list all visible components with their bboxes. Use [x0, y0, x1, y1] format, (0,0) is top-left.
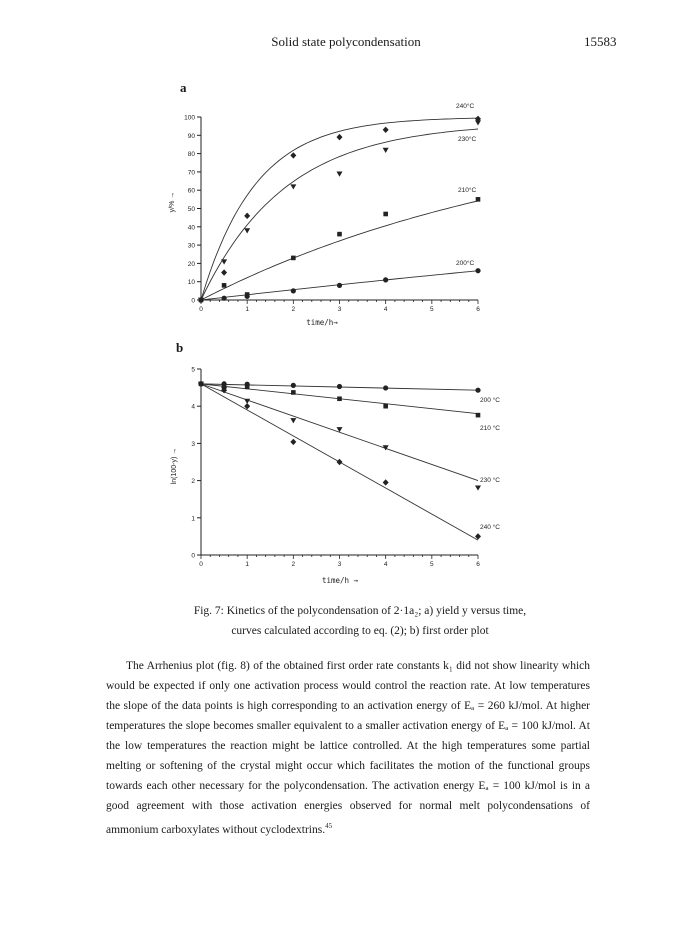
series-b-3 — [198, 382, 500, 491]
data-point — [337, 459, 343, 465]
page-number: 15583 — [584, 34, 617, 49]
x-tick-label-b: 0 — [199, 561, 203, 568]
data-point — [476, 197, 481, 202]
data-point — [291, 288, 296, 293]
x-tick-label-b: 3 — [337, 561, 342, 568]
data-point — [337, 283, 342, 288]
x-tick-label-a: 3 — [337, 306, 342, 313]
data-point — [383, 212, 388, 217]
y-tick-label-b: 0 — [191, 552, 195, 560]
series-a-1 — [198, 102, 481, 303]
y-tick-label-a: 90 — [187, 132, 195, 140]
data-point — [244, 213, 250, 219]
data-point — [291, 383, 296, 388]
data-point — [337, 172, 343, 177]
y-tick-label-a: 60 — [187, 187, 195, 195]
x-tick-label-a: 1 — [245, 306, 249, 313]
x-tick-label-a: 4 — [383, 306, 388, 313]
body-paragraph — [106, 656, 590, 840]
y-tick-label-a: 0 — [191, 297, 195, 305]
series-b-4 — [198, 381, 500, 540]
data-point — [337, 396, 342, 401]
panel-b-label: b — [176, 340, 184, 355]
y-tick-label-a: 100 — [184, 114, 195, 122]
x-tick-label-b: 6 — [476, 561, 480, 568]
data-point — [475, 388, 480, 393]
panel-a-label: a — [180, 80, 187, 95]
data-point — [337, 384, 342, 389]
y-tick-label-b: 4 — [191, 403, 195, 411]
y-tick-label-b: 1 — [191, 515, 195, 523]
x-tick-label-a: 6 — [476, 306, 480, 313]
data-point — [475, 485, 481, 490]
data-point — [290, 184, 296, 189]
data-point — [383, 404, 388, 409]
data-point — [290, 418, 296, 423]
series-label: 200°C — [456, 260, 475, 267]
series-b-2 — [199, 382, 501, 432]
y-tick-label-b: 5 — [191, 366, 195, 374]
data-point — [244, 228, 250, 233]
x-tick-label-b: 1 — [245, 561, 249, 568]
series-b-1 — [198, 381, 500, 404]
data-point — [383, 277, 388, 282]
data-point — [383, 385, 388, 390]
y-tick-label-a: 70 — [187, 169, 195, 177]
running-title: Solid state polycondensation — [271, 34, 421, 49]
y-axis-label-a: y/% → — [169, 191, 176, 213]
chart-a — [150, 95, 530, 335]
citation-ref: 45 — [325, 822, 333, 830]
x-tick-label-b: 2 — [291, 561, 296, 568]
data-point — [198, 297, 203, 302]
data-point — [337, 134, 343, 140]
series-a-2 — [198, 120, 481, 303]
series-label: 230 °C — [480, 477, 500, 484]
y-tick-label-b: 3 — [191, 440, 195, 448]
y-tick-label-b: 2 — [191, 478, 195, 486]
data-point — [383, 479, 389, 485]
y-tick-label-a: 20 — [187, 260, 195, 268]
fit-curve — [201, 118, 478, 300]
data-point — [245, 385, 250, 390]
figure-caption — [150, 601, 570, 641]
data-point — [290, 152, 296, 158]
series-label: 240 °C — [480, 524, 500, 531]
data-point — [221, 269, 227, 275]
y-tick-label-a: 30 — [187, 242, 195, 250]
series-label: 200 °C — [480, 397, 500, 404]
y-tick-label-a: 80 — [187, 151, 195, 159]
y-axis-label-b: ln(100-y) → — [171, 447, 178, 485]
data-point — [383, 148, 389, 153]
x-tick-label-a: 0 — [199, 306, 203, 313]
data-point — [222, 283, 227, 288]
data-point — [290, 439, 296, 445]
x-tick-label-b: 5 — [430, 561, 434, 568]
data-point — [475, 120, 481, 125]
y-tick-label-a: 10 — [187, 279, 195, 287]
data-point — [383, 127, 389, 133]
data-point — [476, 413, 481, 418]
data-point — [221, 259, 227, 264]
x-axis-label-b: time/h → — [321, 576, 359, 585]
chart-b — [150, 358, 530, 590]
body-text — [106, 656, 590, 840]
paragraph-text: The Arrhenius plot (fig. 8) of the obtained first order rate constants k₁ did not show linearity which would be expected if only one activation process would control the reaction rate. At low temperatures the slope of the data points is high corresponding to an activation energy of Eₐ = 260 kJ/mol. At higher temperatures the slope becomes smaller equivalent to a smaller activation energy of Eₐ = 100 kJ/mol. At the low temperatures the reaction might be lattice controlled. At the high temperatures some partial melting or softening of the crystal might occur which facilitates the motion of the functional groups towards each other necessary for the polycondensation. The activation energy Eₐ = 100 kJ/mol is in a good agreement with those activation energies observed for normal melt polycondensations of ammonium carboxylates without cyclodextrins. — [106, 660, 590, 836]
y-tick-label-a: 50 — [187, 206, 195, 213]
x-axis-label-a: time/h→ — [306, 318, 338, 327]
series-label: 230°C — [458, 136, 477, 143]
data-point — [291, 256, 296, 261]
data-point — [245, 294, 250, 299]
y-tick-label-a: 40 — [187, 224, 195, 232]
caption-line-1: Fig. 7: Kinetics of the polycondensation of 2·1a₂; a) yield y versus time, — [193, 605, 527, 617]
data-point — [291, 390, 296, 395]
series-label: 210 °C — [480, 425, 500, 432]
series-label: 210°C — [458, 187, 477, 194]
x-tick-label-a: 5 — [430, 306, 434, 313]
x-tick-label-b: 4 — [383, 561, 388, 568]
data-point — [221, 296, 226, 301]
data-point — [475, 268, 480, 273]
series-label: 240°C — [456, 103, 475, 110]
data-point — [337, 232, 342, 237]
caption-line-2: curves calculated according to eq. (2); b) first order plot — [231, 625, 489, 637]
x-tick-label-a: 2 — [291, 306, 296, 313]
